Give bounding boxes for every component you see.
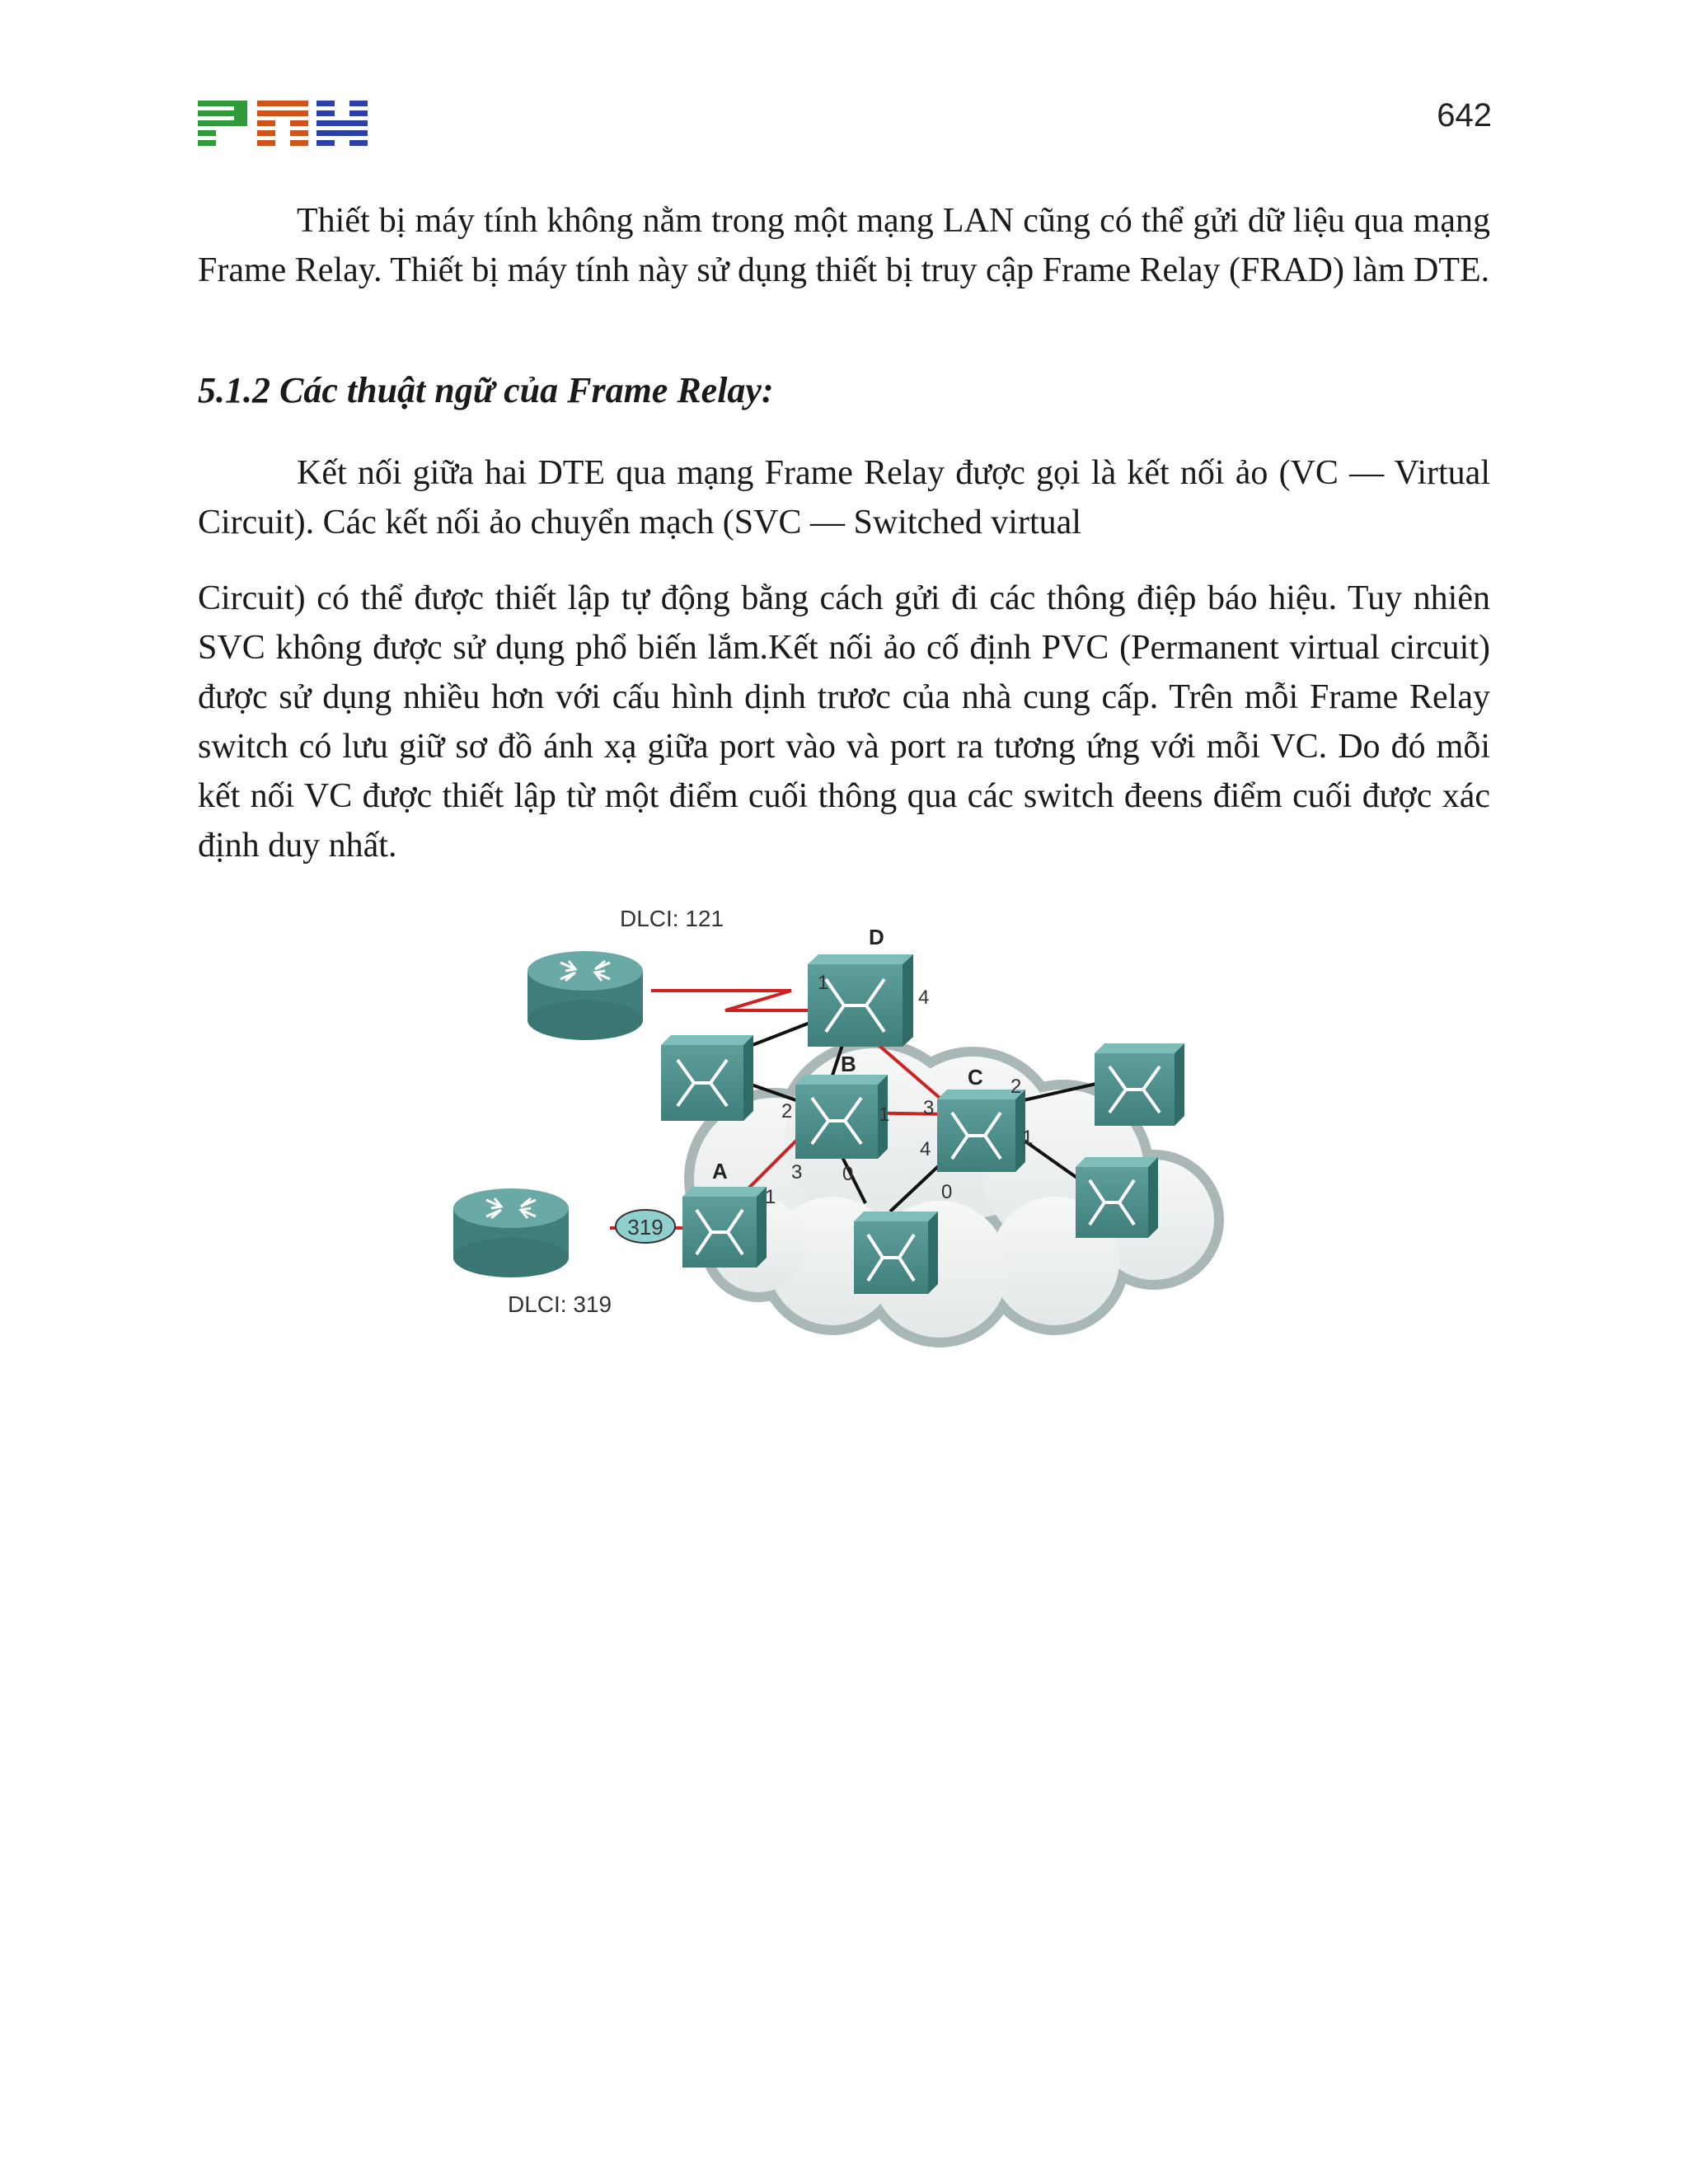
logo-letter-h — [316, 101, 368, 146]
section-heading: 5.1.2 Các thuật ngữ của Frame Relay: — [198, 370, 774, 410]
port-c-2: 2 — [1010, 1076, 1022, 1098]
paragraph-pvc: Circuit) có thể được thiết lập tự động bằng cách gửi đi các thông điệp báo hiệu. Tuy nhiên SVC không được sử dụng phổ biến lắm.Kết nối ảo cố định PVC (Permanent virtual circuit) được sử dụng nhiều hơn với cấu hình dịnh trươc của nhà cung cấp. Trên mỗi Frame Relay switch có lưu giữ sơ đồ ánh xạ giữa port vào và port ra tương ứng với mỗi VC. Do đó mỗi kết nối VC được thiết lập từ một điểm cuối thông qua các switch đeens điểm cuối được xác định duy nhất. — [198, 579, 1490, 865]
logo-letter-p — [198, 101, 247, 146]
switch-right-bottom — [1076, 1157, 1158, 1238]
pnh-logo — [198, 101, 368, 148]
dlci-top-label: DLCI: 121 — [620, 906, 724, 931]
router-top — [528, 951, 643, 1040]
switch-b-label: B — [841, 1052, 856, 1076]
port-c-4: 4 — [920, 1138, 931, 1160]
paragraph-vc-intro: Kết nối giữa hai DTE qua mạng Frame Relay được gọi là kết nối ảo (VC — Virtual Circuit). Các kết nối ảo chuyển mạch (SVC — Switched virtual — [198, 454, 1490, 541]
dlci-badge — [616, 1210, 675, 1243]
link-router-top-to-d — [651, 991, 808, 1010]
paragraph-frad: Thiết bị máy tính không nằm trong một mạng LAN cũng có thể gửi dữ liệu qua mạng Frame Relay. Thiết bị máy tính này sử dụng thiết bị truy cập Frame Relay (FRAD) làm DTE. — [198, 202, 1490, 289]
switch-a-label: A — [712, 1159, 728, 1183]
logo-letter-n — [257, 101, 308, 146]
port-c-0: 0 — [941, 1181, 953, 1203]
port-b-1: 1 — [879, 1104, 890, 1126]
port-d-4: 4 — [918, 987, 930, 1009]
switch-d-label: D — [869, 925, 884, 949]
port-d-1: 1 — [818, 972, 829, 994]
page-number: 642 — [1437, 97, 1492, 134]
switch-a — [682, 1187, 767, 1268]
switch-bottom — [854, 1212, 938, 1294]
switch-c — [937, 1090, 1025, 1172]
port-b-3: 3 — [791, 1161, 803, 1183]
switch-d — [808, 954, 913, 1047]
port-b-0: 0 — [842, 1163, 854, 1185]
port-a-1: 1 — [765, 1186, 776, 1208]
switch-c-label: C — [968, 1065, 983, 1090]
port-c-1: 1 — [1022, 1127, 1034, 1149]
port-c-3: 3 — [923, 1097, 935, 1119]
switch-right-top — [1095, 1043, 1184, 1126]
port-b-2: 2 — [781, 1100, 793, 1122]
switch-b — [795, 1075, 888, 1159]
switch-left — [661, 1035, 753, 1121]
router-bottom — [453, 1188, 569, 1277]
dlci-badge-text: 319 — [627, 1215, 663, 1240]
dlci-bottom-label: DLCI: 319 — [508, 1291, 612, 1317]
frame-relay-diagram — [445, 898, 1236, 1360]
